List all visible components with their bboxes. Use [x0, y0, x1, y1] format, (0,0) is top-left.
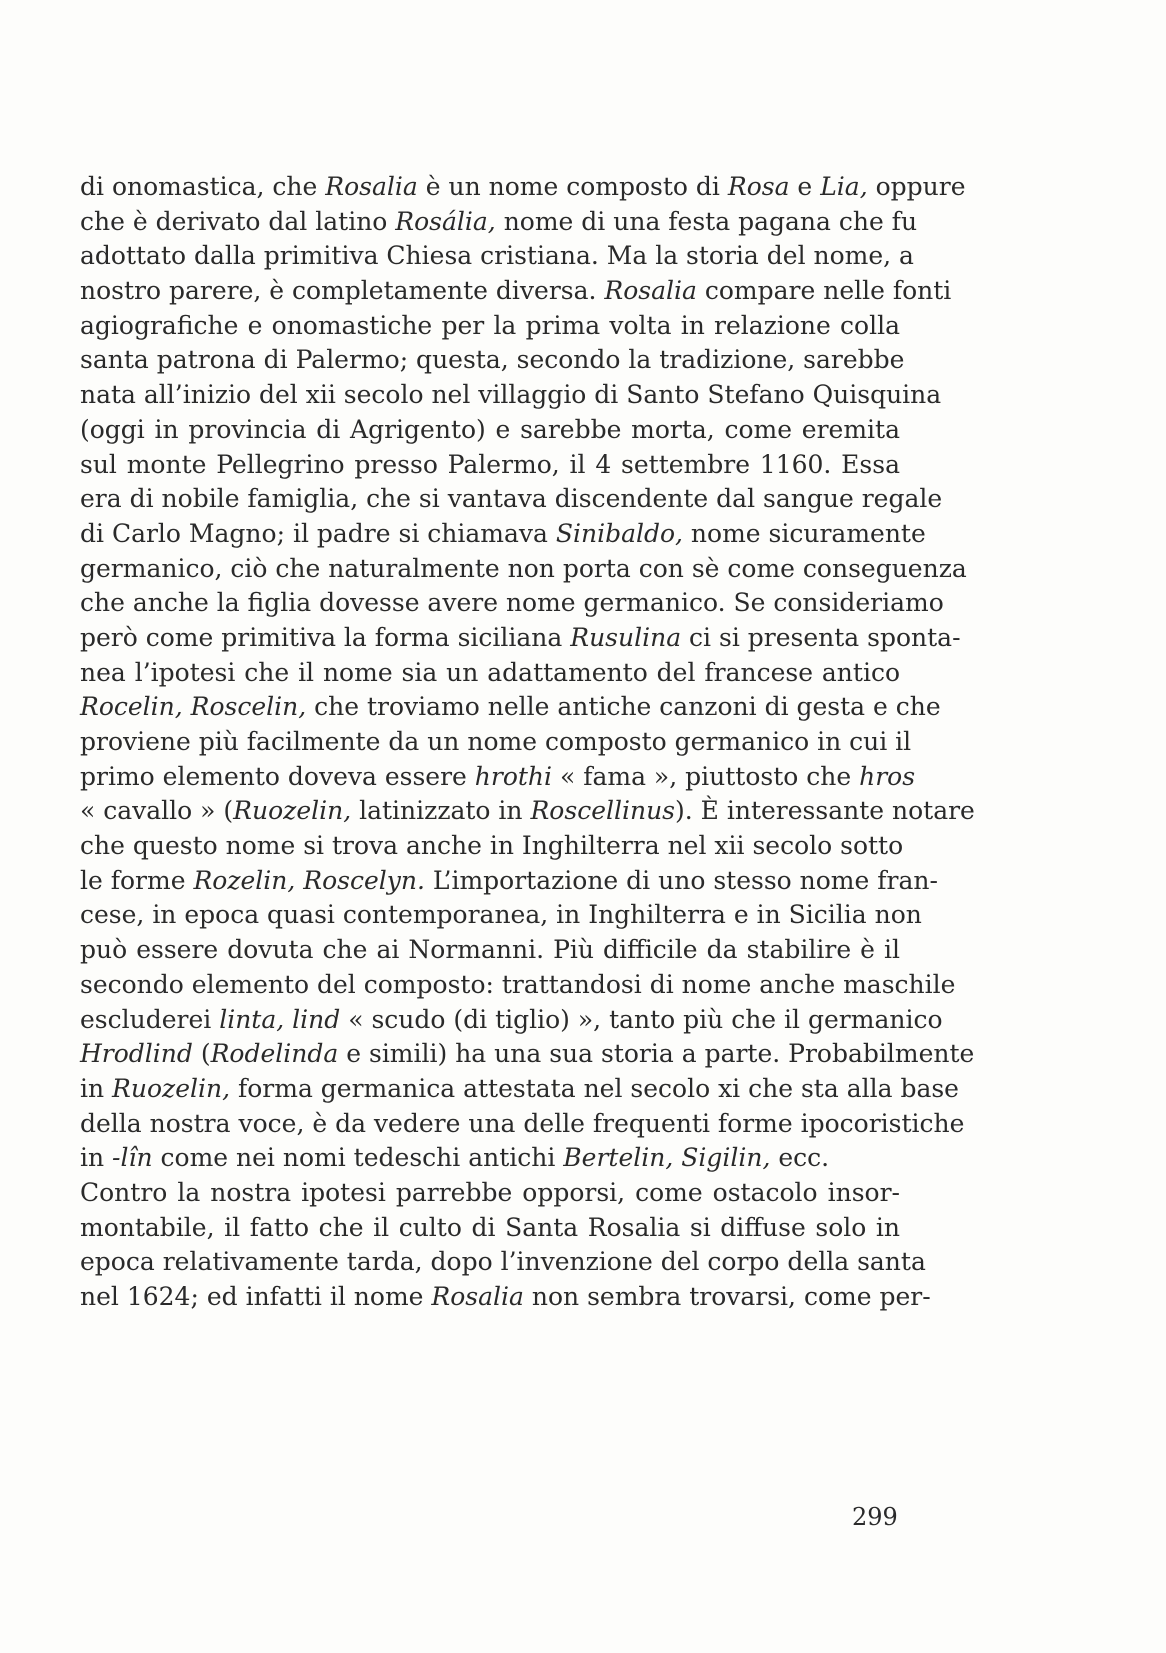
text-line [80, 1107, 965, 1142]
text-line [80, 586, 944, 621]
text-line [80, 968, 956, 1003]
text-line [80, 1072, 959, 1107]
text-line [80, 725, 912, 760]
text-run: primo elemento doveva essere [80, 761, 475, 791]
text-run: era di nobile famiglia, che si vantava discendente dal sangue regale [80, 484, 943, 514]
text-line [80, 1176, 900, 1211]
italic-term: Rosa [727, 172, 790, 201]
text-run: e [789, 172, 821, 201]
text-line [80, 239, 914, 274]
text-run: le forme [80, 865, 194, 895]
text-run: oppure [867, 172, 966, 201]
text-run: ( [192, 1039, 211, 1069]
text-run: epoca relativamente tarda, dopo l’invenzione del corpo della santa [80, 1247, 926, 1277]
italic-term: hros [859, 761, 916, 791]
italic-term: Lia, [820, 172, 868, 201]
italic-term: Rusulina [570, 622, 682, 652]
text-line [80, 205, 918, 240]
text-run: adottato dalla primitiva Chiesa cristiana. Ma la storia del nome, a [80, 241, 914, 271]
text-run: nel 1624; ed infatti il nome [80, 1282, 432, 1311]
italic-term: Rosalia [325, 172, 418, 201]
text-run: forma germanica attestata nel secolo xi che sta alla base [230, 1073, 959, 1103]
text-run: latinizzato in [351, 796, 531, 826]
text-line [80, 448, 900, 483]
text-line [80, 1037, 975, 1072]
text-run: in [80, 1143, 113, 1173]
text-line [80, 1003, 943, 1038]
text-line [80, 170, 966, 205]
text-run: L’importazione di uno stesso nome fran- [424, 865, 938, 895]
text-run: e simili) ha una sua storia a parte. Probabilmente [338, 1039, 975, 1069]
text-run: « fama », piuttosto che [552, 761, 860, 791]
text-run: non sembra trovarsi, come per- [523, 1282, 931, 1311]
text-run: di Carlo Magno; il padre si chiamava [80, 518, 556, 548]
text-line [80, 760, 916, 795]
text-line [80, 552, 967, 587]
text-run: in [80, 1073, 113, 1103]
text-line [80, 864, 938, 899]
text-run: che troviamo nelle antiche canzoni di gesta e che [306, 692, 941, 722]
text-run: può essere dovuta che ai Normanni. Più difficile da stabilire è il [80, 935, 900, 965]
text-run: nata all’inizio del xii secolo nel villaggio di Santo Stefano Quisquina [80, 380, 942, 410]
text-run: nea l’ipotesi che il nome sia un adattamento del francese antico [80, 657, 900, 687]
text-run: compare nelle fonti [696, 276, 952, 306]
text-run: (oggi in provincia di Agrigento) e sarebbe morta, come eremita [80, 414, 900, 444]
text-run: nome sicuramente [682, 518, 926, 548]
text-line [80, 690, 941, 725]
text-line [80, 1280, 931, 1315]
text-run: è un nome composto di [417, 172, 728, 201]
text-run: che è derivato dal latino [80, 206, 396, 236]
text-line [80, 1141, 900, 1176]
italic-term: Hrodlind [80, 1039, 193, 1069]
text-run: santa patrona di Palermo; questa, secondo la tradizione, sarebbe [80, 345, 905, 375]
text-run: germanico, ciò che naturalmente non porta con sè come conseguenza [80, 553, 967, 583]
text-run: di onomastica, che [80, 172, 326, 201]
text-run: ci si presenta sponta- [681, 622, 961, 652]
text-line [80, 274, 952, 309]
italic-term: Rodelinda [210, 1039, 339, 1069]
text-run: sul monte Pellegrino presso Palermo, il 4 settembre 1160. Essa [80, 449, 900, 479]
page-number: 299 [852, 1503, 898, 1531]
text-run: agiografiche e onomastiche per la prima volta in relazione colla [80, 310, 900, 340]
text-run: nostro parere, è completamente diversa. [80, 276, 605, 306]
text-line [80, 933, 900, 968]
text-line [80, 829, 904, 864]
text-run: « cavallo » ( [80, 796, 234, 826]
text-line [80, 517, 926, 552]
italic-term: Ruozelin, [112, 1073, 231, 1103]
text-run: montabile, il fatto che il culto di Santa Rosalia si diffuse solo in [80, 1212, 900, 1242]
text-run: Contro la nostra ipotesi parrebbe opporsi, come ostacolo insor- [80, 1177, 900, 1207]
italic-term: Roscellinus [530, 796, 676, 826]
text-line [80, 378, 942, 413]
text-run: cese, in epoca quasi contemporanea, in Inghilterra e in Sicilia non [80, 900, 922, 930]
text-line [80, 309, 900, 344]
italic-term: linta, lind [219, 1004, 341, 1034]
text-line [80, 343, 905, 378]
body-text [80, 170, 975, 1315]
text-run: proviene più facilmente da un nome composto germanico in cui il [80, 727, 912, 756]
text-line [80, 621, 961, 656]
text-run: della nostra voce, è da vedere una delle frequenti forme ipocoristiche [80, 1108, 965, 1138]
italic-term: Ruozelin, [233, 796, 352, 826]
text-line [80, 656, 900, 691]
italic-term: hrothi [474, 761, 553, 791]
text-run: ). È interessante notare [675, 796, 975, 826]
italic-term: Rozelin, Roscelyn. [193, 865, 425, 895]
text-run: « scudo (di tiglio) », tanto più che il germanico [340, 1004, 943, 1034]
text-run: però come primitiva la forma siciliana [80, 622, 571, 652]
italic-term: Rosalia [431, 1282, 524, 1311]
text-line [80, 794, 975, 829]
text-run: escluderei [80, 1004, 220, 1034]
italic-term: -lîn [112, 1143, 153, 1173]
text-run: secondo elemento del composto: trattandosi di nome anche maschile [80, 969, 956, 999]
text-line [80, 482, 943, 517]
text-line [80, 413, 900, 448]
italic-term: Bertelin, Sigilin, [563, 1143, 771, 1173]
italic-term: Sinibaldo, [555, 518, 683, 548]
text-run: che questo nome si trova anche in Inghilterra nel xii secolo sotto [80, 831, 904, 861]
italic-term: Rosalia [604, 276, 697, 306]
text-line [80, 1245, 926, 1280]
italic-term: Rocelin, Roscelin, [80, 692, 307, 722]
text-run: ecc. [770, 1143, 830, 1173]
text-run: che anche la figlia dovesse avere nome germanico. Se consideriamo [80, 588, 944, 618]
text-line [80, 898, 922, 933]
text-line [80, 1211, 900, 1246]
italic-term: Rosália, [395, 206, 496, 236]
text-run: nome di una festa pagana che fu [495, 206, 918, 236]
text-run: come nei nomi tedeschi antichi [152, 1143, 564, 1173]
